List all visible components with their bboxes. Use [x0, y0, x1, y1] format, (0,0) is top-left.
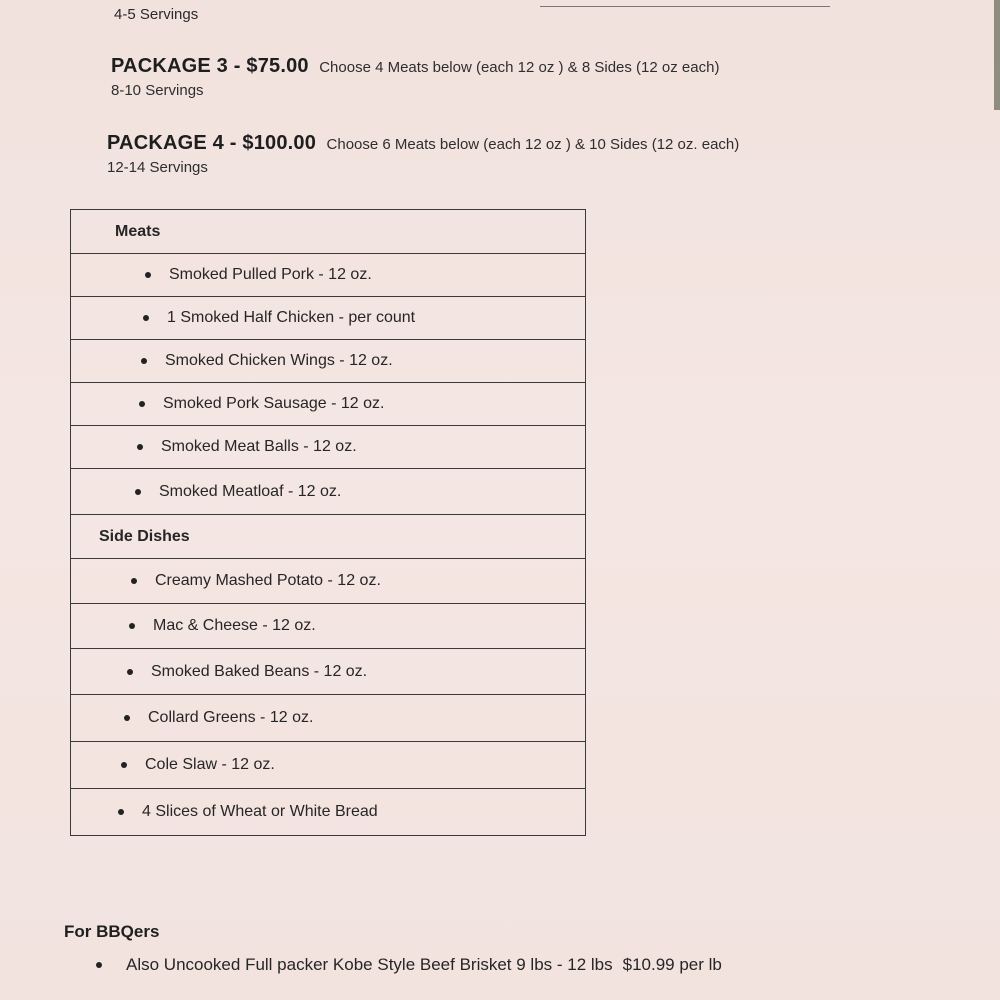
side-item [71, 742, 585, 789]
package-4-description: Choose 6 Meats below (each 12 oz ) & 10 Sides (12 oz. each) [326, 136, 740, 153]
package-4-servings: 12-14 Servings [107, 159, 208, 176]
package-3-description: Choose 4 Meats below (each 12 oz ) & 8 Sides (12 oz each) [319, 59, 720, 76]
side-item [71, 604, 585, 649]
meat-item [71, 469, 585, 515]
bullet-icon [137, 444, 143, 450]
side-item-label: Collard Greens - 12 oz. [148, 709, 314, 726]
side-item-label: 4 Slices of Wheat or White Bread [142, 803, 378, 820]
bbq-item-label: Also Uncooked Full packer Kobe Style Beef Brisket 9 lbs - 12 lbs [126, 955, 613, 974]
side-item-label: Creamy Mashed Potato - 12 oz. [155, 572, 381, 589]
bullet-icon [121, 762, 127, 768]
meat-item-label: Smoked Pork Sausage - 12 oz. [163, 395, 385, 412]
package-3-title: PACKAGE 3 - $75.00 [111, 55, 309, 77]
bullet-icon [135, 489, 141, 495]
bullet-icon [141, 358, 147, 364]
bbq-item [96, 955, 722, 975]
side-item [71, 649, 585, 695]
meat-item-label: Smoked Meat Balls - 12 oz. [161, 438, 357, 455]
side-item-label: Cole Slaw - 12 oz. [145, 756, 275, 773]
side-item-label: Mac & Cheese - 12 oz. [153, 617, 316, 634]
bbq-heading: For BBQers [64, 922, 160, 941]
bullet-icon [124, 715, 130, 721]
cut-off-previous-line [540, 0, 830, 7]
bullet-icon [145, 272, 151, 278]
package-4 [107, 132, 739, 176]
package-3-servings: 8-10 Servings [111, 82, 204, 99]
meat-item [71, 254, 585, 297]
side-item-label: Smoked Baked Beans - 12 oz. [151, 662, 368, 680]
meat-item-label: 1 Smoked Half Chicken - per count [167, 309, 416, 326]
side-dishes-heading: Side Dishes [71, 515, 585, 559]
bbq-item-price: $10.99 per lb [622, 955, 722, 974]
meat-item-label: Smoked Meatloaf - 12 oz. [159, 482, 342, 500]
side-item [71, 559, 585, 604]
menu-table [70, 209, 586, 836]
bullet-icon [96, 962, 102, 968]
bullet-icon [127, 669, 133, 675]
meat-item-label: Smoked Pulled Pork - 12 oz. [169, 266, 372, 283]
meat-item [71, 340, 585, 383]
bullet-icon [131, 578, 137, 584]
side-item [71, 695, 585, 742]
package-3 [111, 55, 719, 99]
bullet-icon [129, 623, 135, 629]
meat-item [71, 426, 585, 469]
meat-item [71, 383, 585, 426]
meat-item-label: Smoked Chicken Wings - 12 oz. [165, 352, 393, 369]
package-4-title: PACKAGE 4 - $100.00 [107, 132, 317, 154]
bullet-icon [143, 315, 149, 321]
bullet-icon [139, 401, 145, 407]
bullet-icon [118, 809, 124, 815]
meat-item [71, 297, 585, 340]
page-edge-shadow [994, 0, 1000, 110]
package-2-servings: 4-5 Servings [114, 6, 199, 23]
meats-heading: Meats [71, 210, 585, 254]
side-item [71, 789, 585, 835]
